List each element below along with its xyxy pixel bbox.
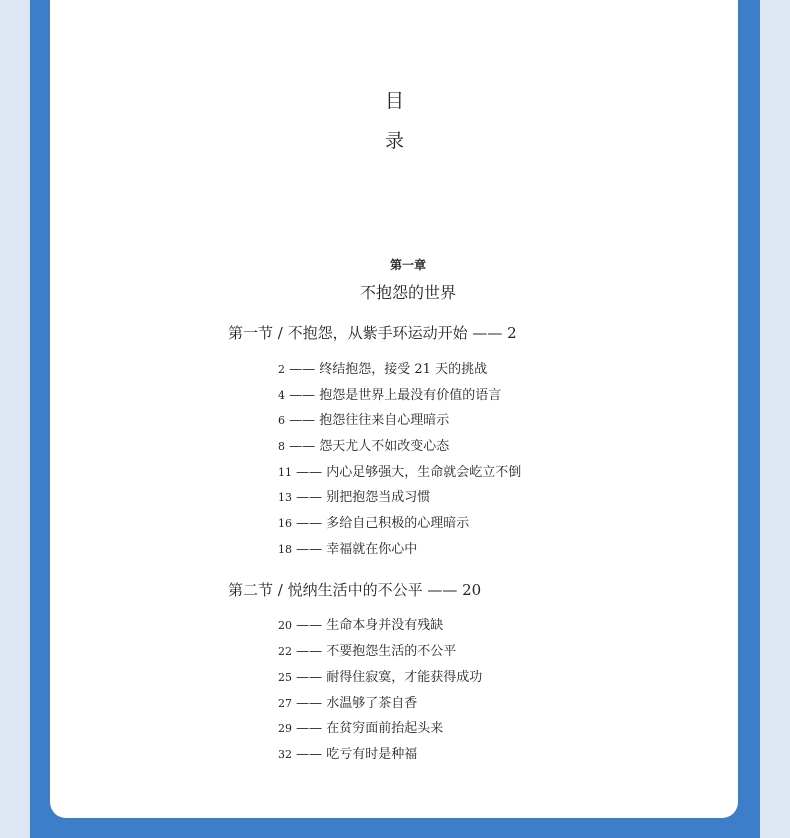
toc-entry-page: 25 <box>278 671 292 684</box>
toc-entry-page: 27 <box>278 697 292 710</box>
toc-entry <box>278 486 430 505</box>
toc-entry <box>278 409 449 428</box>
toc-entry <box>278 358 487 377</box>
toc-entry <box>278 666 482 685</box>
toc-entry-page: 11 <box>278 466 292 479</box>
toc-entry-page: 8 <box>278 440 285 453</box>
toc-entry-text: —— 怨天尤人不如改变心态 <box>289 439 450 454</box>
section-heading-2: 第二节 / 悦纳生活中的不公平 —— 20 <box>228 581 482 599</box>
toc-entry <box>278 614 443 633</box>
toc-entry-text: —— 不要抱怨生活的不公平 <box>296 644 457 659</box>
toc-entry-text: —— 抱怨是世界上最没有价值的语言 <box>289 388 502 403</box>
toc-entry <box>278 743 417 762</box>
toc-entry-page: 16 <box>278 517 292 530</box>
toc-entry-text: —— 耐得住寂寞，才能获得成功 <box>296 670 483 685</box>
toc-entry-text: —— 水温够了茶自香 <box>296 696 418 711</box>
chapter-title: 不抱怨的世界 <box>359 283 456 302</box>
chapter-number: 第一章 <box>389 258 426 272</box>
toc-title-char-1: 目 <box>384 90 405 112</box>
toc-entry-text: —— 吃亏有时是种福 <box>296 747 418 762</box>
toc-entry-page: 32 <box>278 748 292 761</box>
toc-entry-page: 29 <box>278 722 292 735</box>
toc-entry-page: 4 <box>278 389 285 402</box>
toc-entry-text: —— 多给自己积极的心理暗示 <box>296 516 470 531</box>
toc-entry-page: 13 <box>278 491 292 504</box>
toc-entry <box>278 538 417 557</box>
toc-entry-text: —— 幸福就在你心中 <box>296 542 418 557</box>
toc-entry <box>278 692 417 711</box>
toc-entry-page: 2 <box>278 363 285 376</box>
toc-title-char-2: 录 <box>384 130 405 152</box>
toc-entry <box>278 512 469 531</box>
toc-entry-page: 20 <box>278 619 292 632</box>
toc-entry <box>278 435 449 454</box>
toc-entry-text: —— 抱怨往往来自心理暗示 <box>289 413 450 428</box>
toc-entry <box>278 461 521 480</box>
toc-entry-text: —— 终结抱怨，接受 21 天的挑战 <box>289 362 488 377</box>
toc-entry-page: 18 <box>278 543 292 556</box>
section-heading-1: 第一节 / 不抱怨，从紫手环运动开始 —— 2 <box>228 324 517 342</box>
toc-entry-page: 22 <box>278 645 292 658</box>
toc-entry-text: —— 内心足够强大，生命就会屹立不倒 <box>296 465 522 480</box>
toc-entry <box>278 717 443 736</box>
toc-entry-page: 6 <box>278 414 285 427</box>
toc-entry-text: —— 别把抱怨当成习惯 <box>296 490 431 505</box>
toc-entry <box>278 640 456 659</box>
toc-entry <box>278 384 501 403</box>
toc-entry-text: —— 在贫穷面前抬起头来 <box>296 721 444 736</box>
toc-entry-text: —— 生命本身并没有残缺 <box>296 618 444 633</box>
